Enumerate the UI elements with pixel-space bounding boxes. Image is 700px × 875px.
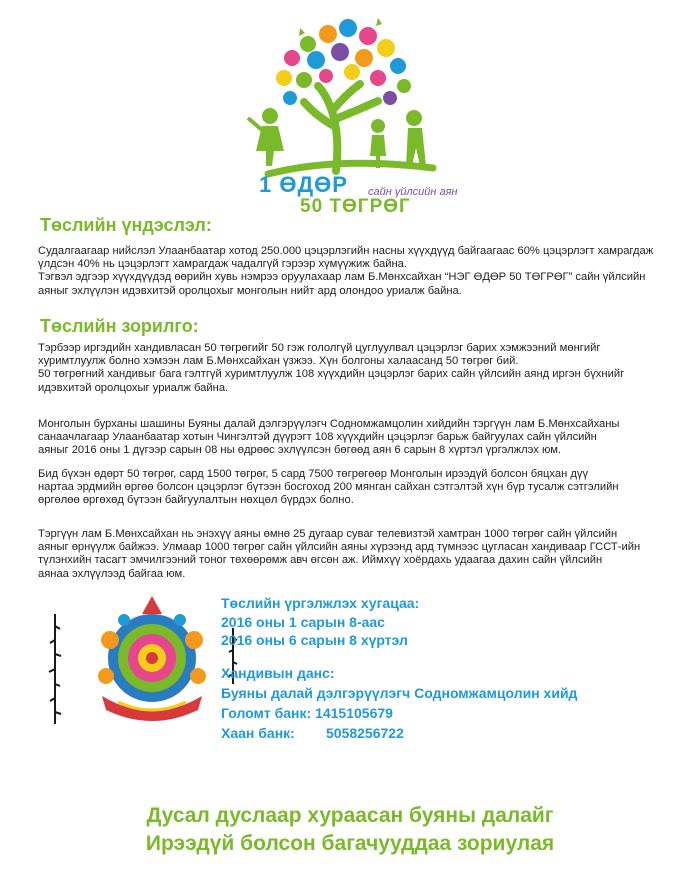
heading-project-goal: Төслийн зорилго:: [40, 316, 199, 336]
logo-title-50-togrog: 50 ТӨГРӨГ: [300, 196, 411, 217]
paragraph-goal-3: Бид бүхэн өдөрт 50 төгрөг, сард 1500 төгрөг, 5 сард 7500 төгрөгөөр Монголын ирээдүй болсон бяцхан дүү нартаа эрдмийн өргөө болсон цэцэрлэг бүтээн босгоход 200 мянган сайхан сэтгэлтэй хүн бүр тусалж сэтгэлийн өргөлөө өргөхөд бүтээн байгуулалтын нөхцөл бүрдэх болно.: [38, 468, 619, 507]
paragraph-project-basis: Судалгаагаар нийслэл Улаанбаатар хотод 250.000 цэцэрлэгийн насны хүүхдүүд байгаагаас 60% цэцэрлэгт хамрагдаж үлдсэн 40% нь цэцэрлэгт хамрагдаж чадалгүй гэрээр хүмүүжиж байна. Тэгвэл эдгээр хүүхдүүдэд өөрийн хувь нэмрээ оруулахаар лам Б.Мөнхсайхан “НЭГ ӨДӨР 50 ТӨГРӨГ” сайн үйлсийн аяныг эхлүүлэн идэвхитэй оролцохыг монголын нийт ард олондоо уриалж байна.: [38, 245, 654, 297]
logo-title-one-day: 1 ӨДӨР: [259, 172, 348, 197]
logo-tagline: сайн үйлсийн аян: [368, 186, 458, 198]
duration-start: 2016 оны 1 сарын 8-аас: [221, 614, 385, 630]
logo-hand-leaves: [276, 18, 411, 105]
donation-account-heading: Хандивын данс:: [221, 665, 335, 681]
paragraph-goal-4: Тэргүүн лам Б.Мөнхсайхан нь энэхүү аяны өмнө 25 дугаар суваг телевизтэй хамтран 1000 төгрөг сайн үйлсийн аяныг өрнүүлж байжээ. Улмаар 1000 төгрөг сайн үйлсийн аяны хүрээнд ард түмнээс цугласан хандиваар ГССТ-ийн түлэнхийн тасагт эмчилгээний тоног төхөөрөмж авч өгсөн аж. Иймхүү хоёрдахь удаагаа дахин сайн үйлсийн аянаа эхлүүлээд байгаа юм.: [38, 528, 641, 580]
footer-slogan-line-1: Дусал дуслаар хураасан буяны далайг: [146, 804, 554, 827]
duration-heading: Төслийн үргэлжлэх хугацаа:: [221, 595, 420, 611]
paragraph-goal-1: Тэрбээр иргэдийн хандивласан 50 төгрөгийг 50 гэж гололгүй цуглуулвал цэцэрлэг барих хэмжээний мөнгийг хуримтлуулж болно хэмээн лам Б.Мөнхсайхан үзжээ. Хүн болгоны халаасанд 50 төгрөг бий. 50 төгрөгний хандивыг бага гэлтгүй хуримтлуулж 108 хүүхдийн цэцэрлэг барих сайн үйлсийн аянд иргэн бүхнийг идэвхитэй оролцохыг уриалж байна.: [38, 342, 625, 394]
logo-trunk: [304, 84, 378, 171]
mongolian-script-calligraphy: [46, 614, 64, 724]
heading-project-basis: Төслийн үндэслэл:: [40, 215, 212, 235]
footer-slogan-line-2: Ирээдүй болсон багачууддаа зориулая: [145, 832, 555, 855]
khan-bank-account-number: 5058256722: [326, 725, 404, 741]
paragraph-goal-2: Монголын бурханы шашины Буяны далай дэлгэрүүлэгч Содномжамцолин хийдийн тэргүүн лам Б.Мөнхсайханы санаачлагаар Улаанбаатар хотын Чингэлтэй дүүрэгт 108 хүүхдийн цэцэрлэг барьж байгуулах сайн үйлсийн аяныг 2016 оны 1 дүгээр сарын 08 ны өдрөөс эхлүүлсэн бөгөөд аян 6 сарын 8 хүртэл үргэлжлэх юм.: [38, 418, 620, 457]
monastery-emblem: [88, 592, 216, 726]
golomt-bank-account: Голомт банк: 1415105679: [221, 705, 393, 721]
khan-bank-label: Хаан банк:: [221, 725, 295, 741]
campaign-logo-tree: [228, 6, 448, 186]
account-holder: Буяны далай дэлгэрүүлэгч Содномжамцолин хийд: [221, 685, 578, 701]
duration-end: 2016 оны 6 сарын 8 хүртэл: [221, 632, 408, 648]
